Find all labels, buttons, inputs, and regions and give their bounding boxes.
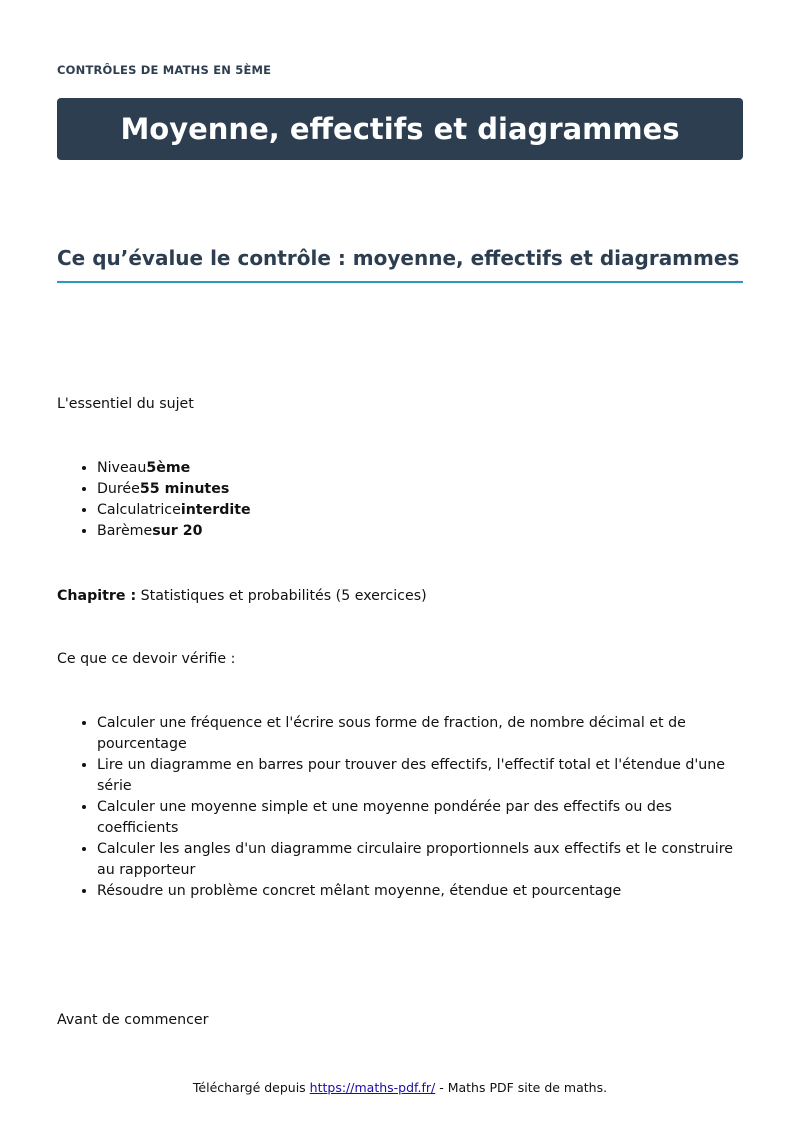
list-item: • Calculer une moyenne simple et une moyenne pondérée par des effectifs ou des coefficients	[97, 797, 743, 839]
essentials-list	[57, 458, 743, 542]
footer-link[interactable]: https://maths-pdf.fr/	[309, 1080, 436, 1095]
footer-prefix: Téléchargé depuis	[192, 1080, 310, 1095]
checks-list	[57, 713, 743, 902]
list-item: • Calculer une fréquence et l'écrire sous forme de fraction, de nombre décimal et de pourcentage	[97, 713, 743, 755]
chapter-label: Chapitre :	[57, 588, 137, 604]
section-title: Ce qu’évalue le contrôle : moyenne, effectifs et diagrammes	[57, 243, 743, 283]
essentials-item-duration: • Durée55 minutes	[97, 479, 743, 500]
page-title: Moyenne, effectifs et diagrammes	[120, 112, 680, 146]
footer	[0, 1080, 800, 1095]
before-heading: Avant de commencer	[57, 1012, 209, 1028]
essentials-item-calculator: • Calculatriceinterdite	[97, 500, 743, 521]
essentials-item-level: • Niveau5ème	[97, 458, 743, 479]
essentials-heading: L'essentiel du sujet	[57, 396, 194, 412]
essentials-item-grading: • Barèmesur 20	[97, 521, 743, 542]
list-item: • Lire un diagramme en barres pour trouver des effectifs, l'effectif total et l'étendue d'une série	[97, 755, 743, 797]
footer-suffix: - Maths PDF site de maths.	[435, 1080, 608, 1095]
chapter-value: Statistiques et probabilités (5 exercices)	[136, 588, 427, 604]
checks-heading: Ce que ce devoir vérifie :	[57, 651, 236, 667]
list-item: • Calculer les angles d'un diagramme circulaire proportionnels aux effectifs et le construire au rapporteur	[97, 839, 743, 881]
chapter-line	[57, 586, 427, 607]
list-item: • Résoudre un problème concret mêlant moyenne, étendue et pourcentage	[97, 881, 743, 902]
title-banner	[57, 98, 743, 160]
header-kicker: CONTRÔLES DE MATHS EN 5ÈME	[57, 63, 272, 77]
